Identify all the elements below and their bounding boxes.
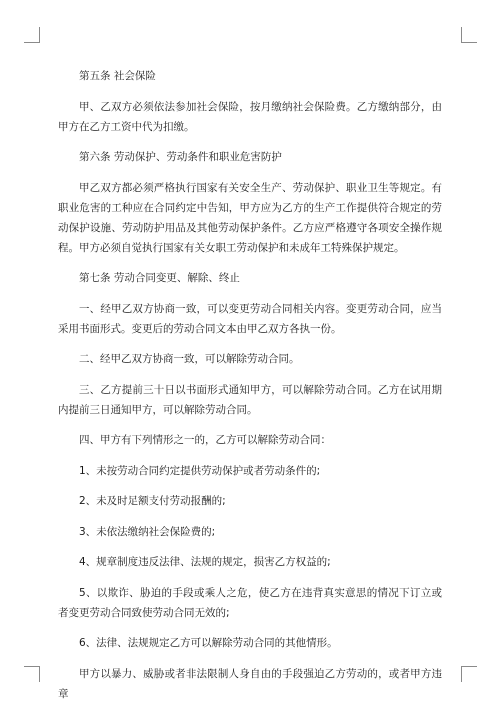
clause-3-notice-termination: 三、乙方提前三十日以书面形式通知甲方，可以解除劳动合同。乙方在试用期内提前三日通知甲方，可以解除劳动合同。 bbox=[58, 383, 442, 416]
paragraph-labor-protection: 甲乙双方都必须严格执行国家有关安全生产、劳动保护、职业卫生等规定。有职业危害的工种应在合同约定中告知，甲方应为乙方的生产工作提供符合规定的劳动保护设施、劳动防护用品及其他劳动保护条件。乙方应严格遵守各项安全操作规程。甲方必须自觉执行国家有关女职工劳动保护和未成年工特殊保护规定。 bbox=[58, 181, 442, 254]
paragraph-forced-labor: 甲方以暴力、威胁或者非法限制人身自由的手段强迫乙方劳动的，或者甲方违章 bbox=[58, 667, 442, 700]
list-item-6: 6、法律、法规规定乙方可以解除劳动合同的其他情形。 bbox=[79, 637, 338, 649]
list-item-4: 4、规章制度违反法律、法规的规定，损害乙方权益的; bbox=[79, 556, 331, 568]
document-body bbox=[58, 66, 442, 704]
clause-4-employer-circumstances: 四、甲方有下列情形之一的，乙方可以解除劳动合同： bbox=[79, 434, 331, 446]
list-item-2: 2、未及时足额支付劳动报酬的; bbox=[79, 495, 226, 507]
list-item-3: 3、未依法缴纳社会保险费的; bbox=[79, 525, 216, 538]
clause-1-change-contract: 一、经甲乙双方协商一致，可以变更劳动合同相关内容。变更劳动合同，应当采用书面形式。变更后的劳动合同文本由甲乙双方各执一份。 bbox=[58, 302, 442, 335]
section-heading-article-6: 第六条 劳动保护、劳动条件和职业危害防护 bbox=[79, 151, 282, 163]
section-heading-article-5: 第五条 社会保险 bbox=[79, 70, 156, 82]
list-item-1: 1、未按劳动合同约定提供劳动保护或者劳动条件的; bbox=[79, 464, 321, 477]
list-item-5: 5、以欺诈、胁迫的手段或乘人之危，使乙方在违背真实意思的情况下订立或者变更劳动合同致使劳动合同无效的; bbox=[58, 586, 442, 619]
paragraph-social-insurance: 甲、乙双方必须依法参加社会保险，按月缴纳社会保险费。乙方缴纳部分，由甲方在乙方工资中代为扣缴。 bbox=[58, 100, 442, 133]
section-heading-article-7: 第七条 劳动合同变更、解除、终止 bbox=[79, 272, 240, 284]
clause-2-mutual-termination: 二、经甲乙双方协商一致，可以解除劳动合同。 bbox=[79, 353, 300, 365]
